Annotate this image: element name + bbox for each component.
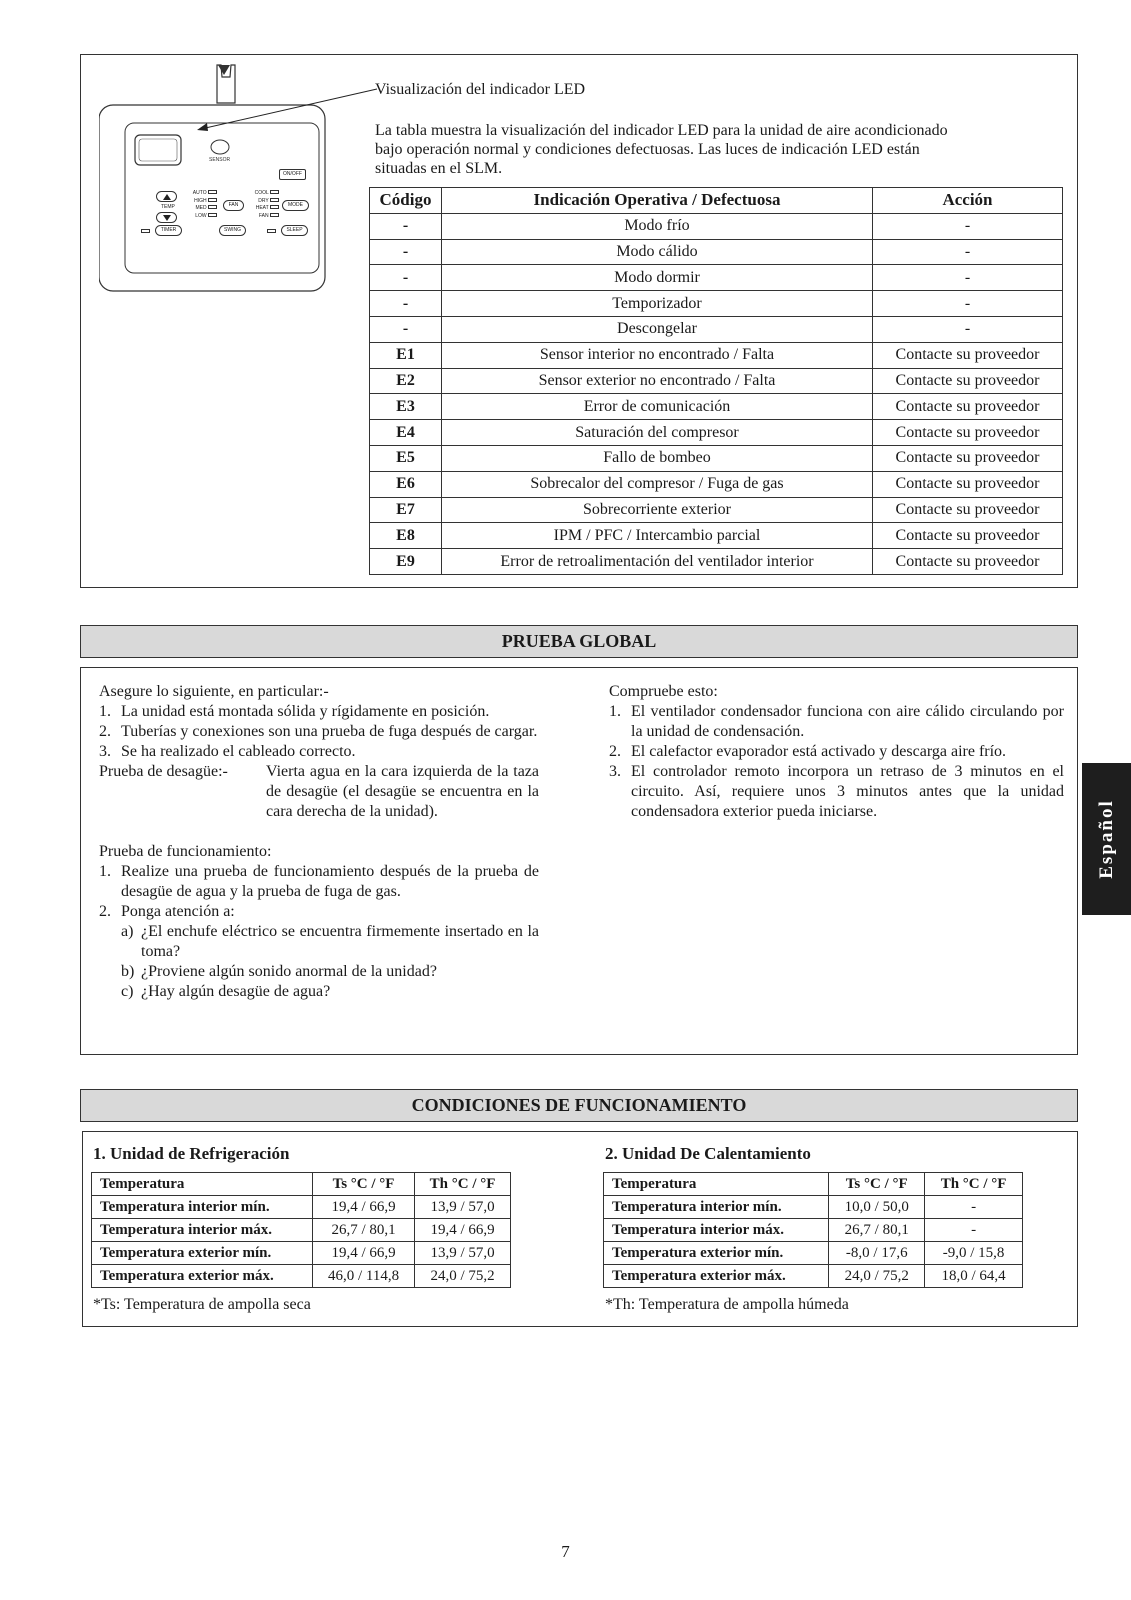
cooling-th-cell: 13,9 / 57,0 [415,1242,511,1265]
checklist-item-2: 2. Tuberías y conexiones son una prueba de fuga después de cargar. [99,723,538,740]
sleep-button[interactable] [281,225,308,236]
heating-label-cell: Temperatura interior máx. [604,1219,829,1242]
function-test-intro: Prueba de funcionamiento: [99,843,272,860]
led-table-row [370,342,1063,368]
heating-row [604,1265,1023,1288]
heating-ts-cell: 26,7 / 80,1 [829,1219,925,1242]
led-table-row [370,394,1063,420]
led-table-row [370,368,1063,394]
led-indication-cell: IPM / PFC / Intercambio parcial [442,523,873,549]
cooling-row [92,1242,511,1265]
mode-button[interactable] [282,200,309,211]
led-code-cell: - [370,291,442,317]
led-indication-cell: Error de retroalimentación del ventilador interior [442,549,873,575]
led-action-cell: Contacte su proveedor [873,497,1063,523]
heating-table-body [604,1196,1023,1288]
fan-speed-med: MED [189,205,217,213]
led-action-cell: Contacte su proveedor [873,368,1063,394]
fan-speed-auto: AUTO [189,190,217,198]
led-indication-cell: Descongelar [442,316,873,342]
led-table-row [370,316,1063,342]
swing-button[interactable] [219,225,246,236]
sensor-label: SENSOR [209,157,231,163]
led-indicator-section [80,54,1078,588]
prueba-checklist [99,702,539,762]
led-code-cell: E1 [370,342,442,368]
heating-label-cell: Temperatura exterior mín. [604,1242,829,1265]
led-action-cell: - [873,239,1063,265]
led-action-cell: Contacte su proveedor [873,445,1063,471]
heating-row [604,1219,1023,1242]
checklist-item-1: 1. La unidad está montada sólida y rígidamente en posición. [99,703,490,720]
cooling-th-cell: 13,9 / 57,0 [415,1196,511,1219]
timer-button[interactable] [155,225,182,236]
attention-item-1: a) ¿El enchufe eléctrico se encuentra firmemente insertado en la toma? [121,923,539,960]
led-indication-cell: Temporizador [442,291,873,317]
timer-label: TIMER [160,227,177,233]
page-number: 7 [561,1542,570,1561]
led-indicator-table [369,187,1063,575]
check-item-3: 3. El controlador remoto incorpora un retraso de 3 minutos en el circuito. Así, requiere unos 3 minutos antes que la unidad condensadora exterior pueda iniciarse. [609,763,1064,820]
led-action-cell: - [873,213,1063,239]
temp-down-button[interactable] [156,212,177,223]
led-action-cell: Contacte su proveedor [873,523,1063,549]
check-item-2: 2. El calefactor evaporador está activado y descarga aire frío. [609,743,1007,760]
led-table-row [370,420,1063,446]
led-code-cell: E5 [370,445,442,471]
led-indication-cell: Sensor interior no encontrado / Falta [442,342,873,368]
led-indicator-title: Visualización del indicador LED [375,81,586,98]
led-action-cell: - [873,265,1063,291]
led-code-cell: E7 [370,497,442,523]
fan-speed-low: LOW [189,213,217,221]
led-code-cell: - [370,239,442,265]
language-tab-label: Español [1095,799,1117,879]
mode-cool: COOL [249,190,279,198]
led-table-row [370,213,1063,239]
heating-label-cell: Temperatura interior mín. [604,1196,829,1219]
header-indication: Indicación Operativa / Defectuosa [442,188,873,214]
led-table-row [370,549,1063,575]
cooling-label-cell: Temperatura exterior mín. [92,1242,313,1265]
cooling-row [92,1219,511,1242]
led-action-cell: - [873,291,1063,317]
led-action-cell: Contacte su proveedor [873,342,1063,368]
mode-indicators [249,190,279,220]
heating-th-cell: -9,0 / 15,8 [925,1242,1023,1265]
led-indication-cell: Error de comunicación [442,394,873,420]
heating-th-cell: - [925,1196,1023,1219]
led-action-cell: - [873,316,1063,342]
language-tab [1082,763,1131,915]
pointer-arrow-icon [191,85,381,135]
onoff-label: ON/OFF [283,171,302,177]
heating-label-cell: Temperatura exterior máx. [604,1265,829,1288]
sleep-led [267,229,276,233]
checklist-item-3: 3. Se ha realizado el cableado correcto. [99,743,356,760]
cooling-label-cell: Temperatura exterior máx. [92,1265,313,1288]
heating-row [604,1196,1023,1219]
led-table-header-row [370,188,1063,214]
mode-heat: HEAT [249,205,279,213]
cooling-header-row: Temperatura Ts °C / °F Th °C / °F [92,1173,511,1196]
mode-label: MODE [288,202,303,208]
drain-test-label: Prueba de desagüe:- [99,763,228,780]
heating-th-cell: - [925,1219,1023,1242]
led-indication-cell: Modo dormir [442,265,873,291]
cooling-label-cell: Temperatura interior mín. [92,1196,313,1219]
header-code: Código [370,188,442,214]
led-code-cell: E4 [370,420,442,446]
led-table-row [370,497,1063,523]
led-table-row [370,265,1063,291]
drain-test-text: Vierta agua en la cara izquierda de la taza de desagüe (el desagüe se encuentra en la cara derecha de la unidad). [266,763,539,820]
fan-speed-indicators [189,190,217,220]
cooling-ts-cell: 26,7 / 80,1 [312,1219,414,1242]
led-table-row [370,471,1063,497]
led-code-cell: E6 [370,471,442,497]
mode-dry: DRY [249,198,279,206]
heating-header-row: Temperatura Ts °C / °F Th °C / °F [604,1173,1023,1196]
swing-label: SWING [224,227,241,233]
heating-ts-cell: 10,0 / 50,0 [829,1196,925,1219]
cooling-row [92,1265,511,1288]
sleep-label: SLEEP [286,227,303,233]
led-code-cell: E3 [370,394,442,420]
led-indication-cell: Modo cálido [442,239,873,265]
led-indication-cell: Sobrecalor del compresor / Fuga de gas [442,471,873,497]
heating-th-cell: 18,0 / 64,4 [925,1265,1023,1288]
timer-led [141,229,150,233]
heating-unit-title: 2. Unidad De Calentamiento [605,1144,811,1163]
led-indication-cell: Sensor exterior no encontrado / Falta [442,368,873,394]
led-action-cell: Contacte su proveedor [873,471,1063,497]
attention-item-3: c) ¿Hay algún desagüe de agua? [121,983,331,1000]
led-indication-cell: Modo frío [442,213,873,239]
condiciones-heading: CONDICIONES DE FUNCIONAMIENTO [80,1089,1078,1122]
th-footnote: *Th: Temperatura de ampolla húmeda [605,1296,849,1313]
led-code-cell: E2 [370,368,442,394]
cooling-unit-title: 1. Unidad de Refrigeración [93,1144,290,1163]
function-test-item-1: 1. Realize una prueba de funcionamiento después de la prueba de desagüe de agua y la prueba de fuga de gas. [99,863,539,900]
led-indication-cell: Fallo de bombeo [442,445,873,471]
cooling-ts-cell: 19,4 / 66,9 [312,1196,414,1219]
temp-label: TEMP [161,204,175,210]
led-code-cell: - [370,213,442,239]
header-action: Acción [873,188,1063,214]
triangle-down-icon [163,215,171,221]
ts-footnote: *Ts: Temperatura de ampolla seca [93,1296,311,1313]
onoff-button[interactable] [279,169,306,180]
fan-button[interactable] [223,200,244,211]
triangle-up-icon [163,194,171,200]
cooling-th-cell: 24,0 / 75,2 [415,1265,511,1288]
check-list [609,702,1064,822]
cooling-th-cell: 19,4 / 66,9 [415,1219,511,1242]
mode-fan: FAN [249,213,279,221]
led-action-cell: Contacte su proveedor [873,394,1063,420]
condiciones-section [82,1131,1078,1327]
led-indication-cell: Sobrecorriente exterior [442,497,873,523]
led-table-row [370,523,1063,549]
fan-label: FAN [228,202,239,208]
led-indicator-description: La tabla muestra la visualización del indicador LED para la unidad de aire acondicionado bajo operación normal y condiciones defectuosas. Las luces de indicación LED están situadas en el SLM. [375,122,948,177]
led-code-cell: - [370,316,442,342]
led-action-cell: Contacte su proveedor [873,549,1063,575]
prueba-global-heading: PRUEBA GLOBAL [80,625,1078,658]
led-action-cell: Contacte su proveedor [873,420,1063,446]
cooling-label-cell: Temperatura interior máx. [92,1219,313,1242]
cooling-ts-cell: 46,0 / 114,8 [312,1265,414,1288]
prueba-left-column [99,682,539,1002]
function-test-item-2: 2. Ponga atención a: [99,903,235,920]
led-indication-cell: Saturación del compresor [442,420,873,446]
drain-test [99,762,539,822]
prueba-intro: Asegure lo siguiente, en particular:- [99,683,329,700]
led-table-row [370,291,1063,317]
cooling-ts-cell: 19,4 / 66,9 [312,1242,414,1265]
cooling-row [92,1196,511,1219]
heating-conditions-table [603,1172,1023,1288]
attention-item-2: b) ¿Proviene algún sonido anormal de la unidad? [121,963,437,980]
temp-up-button[interactable] [156,191,177,202]
led-table-row [370,239,1063,265]
led-code-cell: - [370,265,442,291]
prueba-global-section [80,667,1078,1055]
led-code-cell: E8 [370,523,442,549]
check-intro: Compruebe esto: [609,683,718,700]
led-code-cell: E9 [370,549,442,575]
led-table-body [370,213,1063,574]
check-item-1: 1. El ventilador condensador funciona con aire cálido circulando por la unidad de condensación. [609,703,1064,740]
heating-row [604,1242,1023,1265]
led-table-row [370,445,1063,471]
prueba-right-column [609,682,1064,822]
heating-ts-cell: -8,0 / 17,6 [829,1242,925,1265]
fan-speed-high: HIGH [189,198,217,206]
attention-checklist [99,922,539,1002]
cooling-conditions-table [91,1172,511,1288]
cooling-table-body [92,1196,511,1288]
heating-ts-cell: 24,0 / 75,2 [829,1265,925,1288]
